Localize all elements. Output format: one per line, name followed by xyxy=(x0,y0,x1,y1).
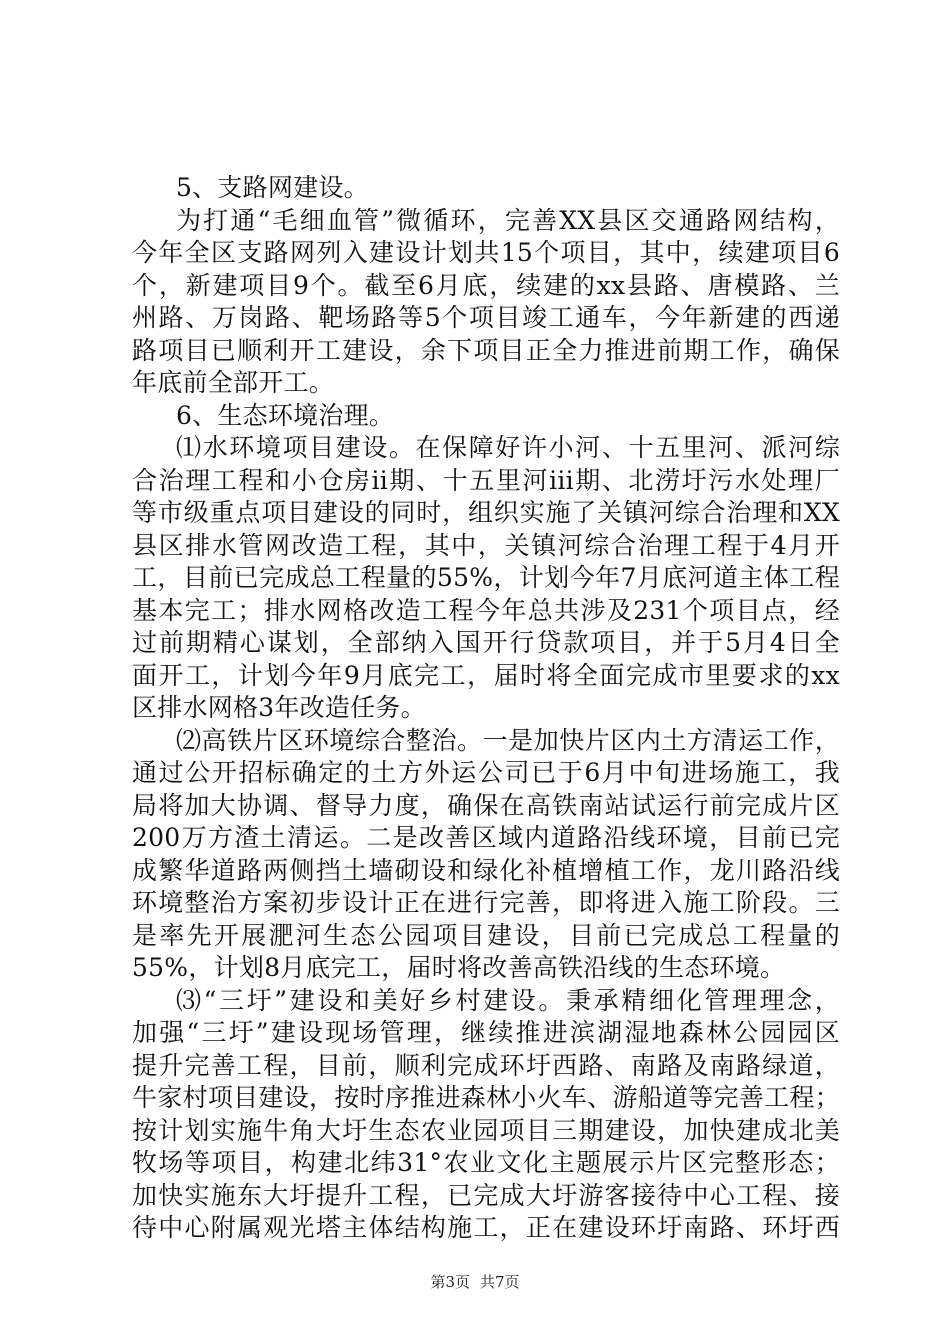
text-line: 55%，计划8月底完工，届时将改善高铁沿线的生态环境。 xyxy=(132,953,786,982)
text-line: 局将加大协调、督导力度，确保在高铁南站试运行前完成片区 xyxy=(132,790,840,820)
text-line: 待中心附属观光塔主体结构施工，正在建设环圩南路、环圩西 xyxy=(132,1213,840,1242)
text-line: 区排水网格3年改造任务。 xyxy=(132,693,426,722)
text-line: 加强“三圩”建设现场管理，继续推进滨湖湿地森林公园园区 xyxy=(132,1018,840,1047)
page-footer xyxy=(0,1271,950,1292)
text-line: 合治理工程和小仓房ii期、十五里河iii期、北涝圩污水处理厂 xyxy=(132,465,840,495)
text-line: 等市级重点项目建设的同时，组织实施了关镇河综合治理和XX xyxy=(132,498,840,527)
text-line: 年底前全部开工。 xyxy=(132,368,335,397)
text-line: ⑶“三圩”建设和美好乡村建设。秉承精细化管理理念， xyxy=(176,985,840,1015)
text-line: 面开工，计划今年9月底完工，届时将全面完成市里要求的xx xyxy=(132,660,840,690)
text-line: ⑵高铁片区环境综合整治。一是加快片区内土方清运工作， xyxy=(176,725,840,755)
text-line: 5、支路网建设。 xyxy=(176,173,369,202)
text-line: 路项目已顺利开工建设，余下项目正全力推进前期工作，确保 xyxy=(132,335,840,365)
page-total: 共7页 xyxy=(480,1273,520,1291)
text-line: 成繁华道路两侧挡土墙砌设和绿化补植增植工作，龙川路沿线 xyxy=(132,855,840,885)
text-line: 今年全区支路网列入建设计划共15个项目，其中，续建项目6 xyxy=(132,238,840,267)
text-line: 通过公开招标确定的土方外运公司已于6月中旬进场施工，我 xyxy=(132,758,840,787)
text-line: 提升完善工程，目前，顺利完成环圩西路、南路及南路绿道， xyxy=(132,1050,840,1080)
page-number: 第3页 xyxy=(430,1273,470,1291)
text-line: 6、生态环境治理。 xyxy=(176,400,395,430)
text-line: 基本完工；排水网格改造工程今年总共涉及231个项目点，经 xyxy=(132,595,840,625)
text-line: 牧场等项目，构建北纬31°农业文化主题展示片区完整形态； xyxy=(132,1148,840,1177)
text-line: 加快实施东大圩提升工程，已完成大圩游客接待中心工程、接 xyxy=(132,1180,840,1210)
text-line: 个，新建项目9个。截至6月底，续建的xx县路、唐模路、兰 xyxy=(132,270,840,300)
text-line: 环境整治方案初步设计正在进行完善，即将进入施工阶段。三 xyxy=(132,888,840,917)
text-line: 工，目前已完成总工程量的55%，计划今年7月底河道主体工程 xyxy=(132,563,840,592)
text-line: 200万方渣土清运。二是改善区域内道路沿线环境，目前已完 xyxy=(132,823,840,852)
text-line: 县区排水管网改造工程，其中，关镇河综合治理工程于4月开 xyxy=(132,530,840,560)
text-line: 为打通“毛细血管”微循环，完善XX县区交通路网结构， xyxy=(176,205,840,235)
text-line: 按计划实施牛角大圩生态农业园项目三期建设，加快建成北美 xyxy=(132,1115,840,1145)
text-line: 牛家村项目建设，按时序推进森林小火车、游船道等完善工程； xyxy=(132,1083,840,1112)
text-line: 州路、万岗路、靶场路等5个项目竣工通车，今年新建的西递 xyxy=(132,303,840,332)
text-line: ⑴水环境项目建设。在保障好许小河、十五里河、派河综 xyxy=(176,433,840,462)
document-body xyxy=(132,172,840,1245)
text-line: 过前期精心谋划，全部纳入国开行贷款项目，并于5月4日全 xyxy=(132,628,840,657)
text-line: 是率先开展淝河生态公园项目建设，目前已完成总工程量的 xyxy=(132,920,840,950)
